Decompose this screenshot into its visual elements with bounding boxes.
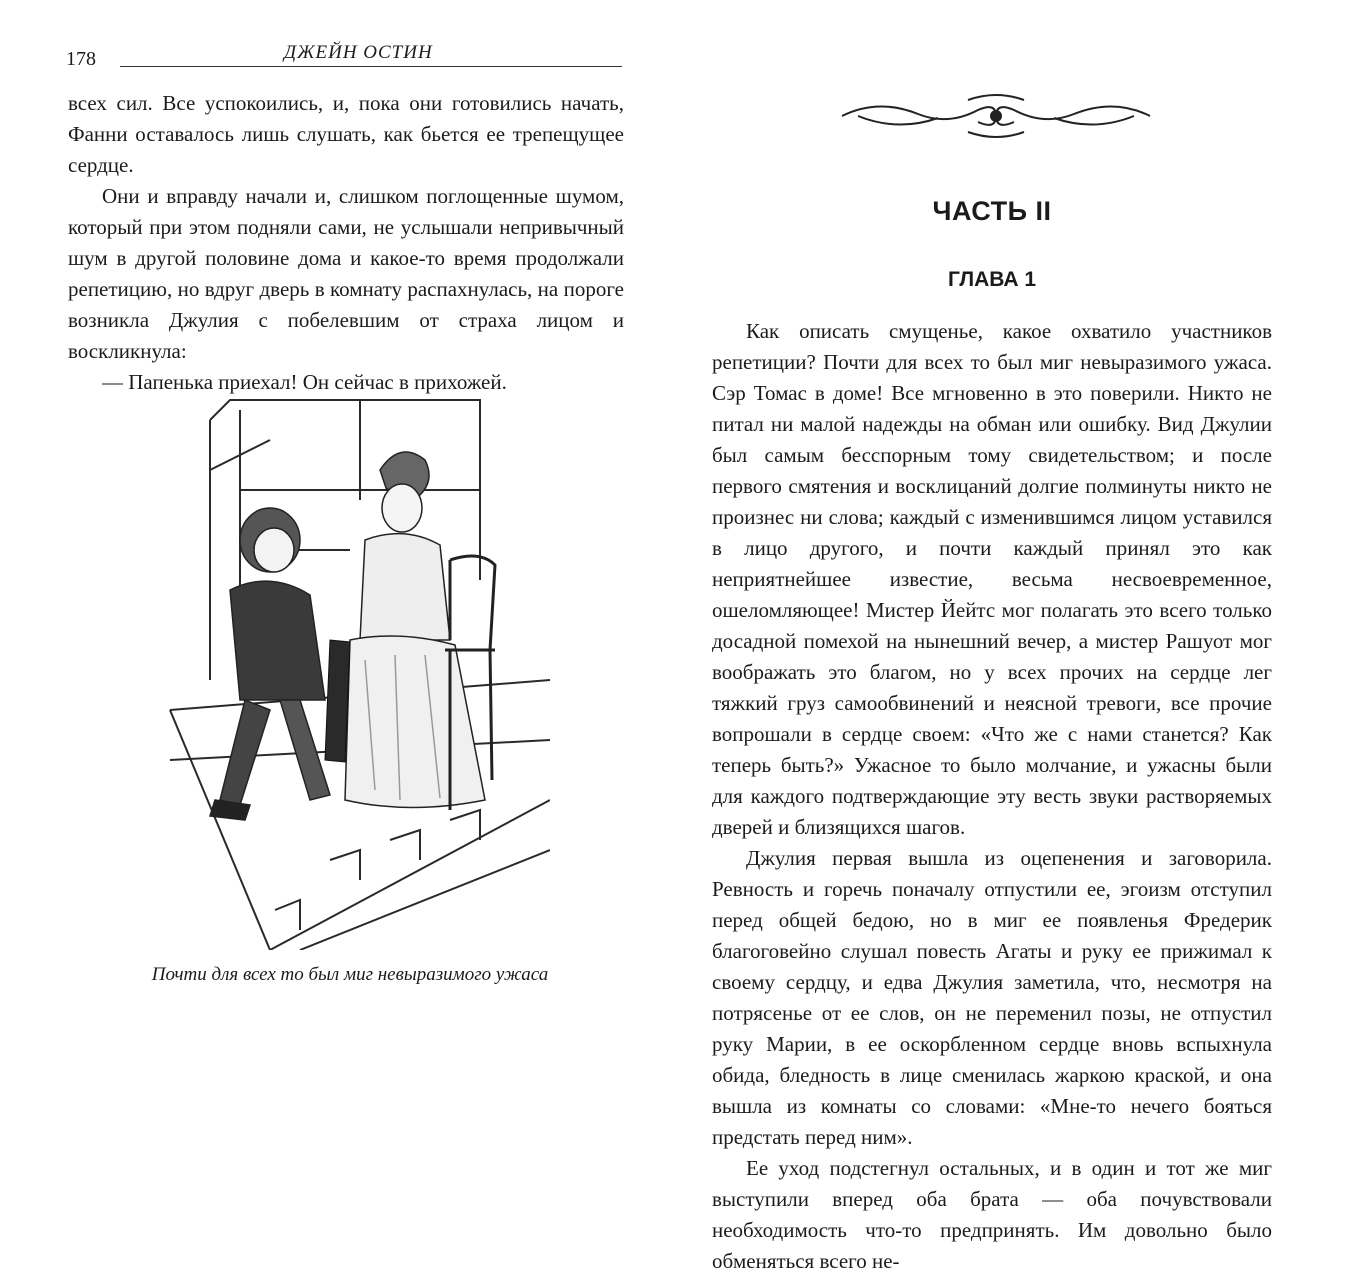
paragraph: Как описать смущенье, какое охватило участников репетиции? Почти для всех то был миг невыразимого ужаса. Сэр Томас в доме! Все мгновенно в это поверили. Никто не питал ни малой надежды на обман или ошибку. Вид Джулии был самым бесспорным тому свидетельством; и после первого смятения и восклицаний долгие полминуты никто не произнес ни слова; каждый с изменившимся лицом уставился в лицо другого, и почти каждый принял это как неприятнейшее известие, весьма несвоевременное, ошеломляющее! Мистер Йейтс мог полагать это всего только досадной помехой на нынешний вечер, а мистер Рашуот мог воображать это благом, но у всех прочих на сердце лег тяжкий груз самообвинений и неясной тревоги, все прочие вопрошали в сердце своем: «Что же с нами станется? Как теперь быть?» Ужасное то было молчание, и ужасны были для каждого подтверждающие эту весть звуки растворяемых дверей и близящихся шагов. — [712, 319, 1272, 839]
paragraph: всех сил. Все успокоились, и, пока они готовились начать, Фанни оставалось лишь слушать, как бьется ее трепещущее сердце. — [68, 91, 624, 177]
paragraph: Джулия первая вышла из оцепенения и заговорила. Ревность и горечь поначалу отпустили ее, эгоизм отступил перед общей бедою, но в миг ее появленья Фредерик благоговейно слушал повесть Агаты и руку ее прижимал к своему сердцу, и едва Джулия заметила, что, несмотря на потрясенье от ее слов, он не переменил позы, не отпустил руку Марии, в ее оскорбленном сердце вновь вспыхнула обида, бледность в лице сменилась жаркою краской, и она вышла из комнаты со словами: «Мне-то нечего бояться предстать перед ним». — [712, 846, 1272, 1149]
paragraph-dialogue: — Папенька приехал! Он сейчас в прихожей. — [102, 370, 507, 394]
page-number: 178 — [66, 48, 96, 70]
decorative-ornament — [838, 92, 1154, 140]
chapter-title: ГЛАВА 1 — [947, 268, 1037, 291]
illustration-engraving — [150, 380, 550, 950]
right-text-block — [712, 316, 1272, 1277]
running-head-author: ДЖЕЙН ОСТИН — [276, 42, 441, 64]
running-head — [60, 40, 622, 80]
paragraph: Ее уход подстегнул остальных, и в один и тот же миг выступили вперед оба брата — оба почувствовали необходимость что-то предпринять. Им довольно было обменяться всего не- — [712, 1156, 1272, 1273]
paragraph: Они и вправду начали и, слишком поглощенные шумом, который при этом подняли сами, не услышали непривычный шум в другой половине дома и какое-то время продолжали репетицию, но вдруг дверь в комнату распахнулась, на пороге возникла Джулия с побелевшим от страха лицом и воскликнула: — [68, 184, 624, 363]
illustration-caption: Почти для всех то был миг невыразимого ужаса — [151, 964, 549, 985]
left-text-block — [68, 88, 624, 398]
left-page — [0, 0, 680, 1080]
header-rule — [120, 66, 622, 67]
part-title: ЧАСТЬ II — [932, 196, 1052, 226]
